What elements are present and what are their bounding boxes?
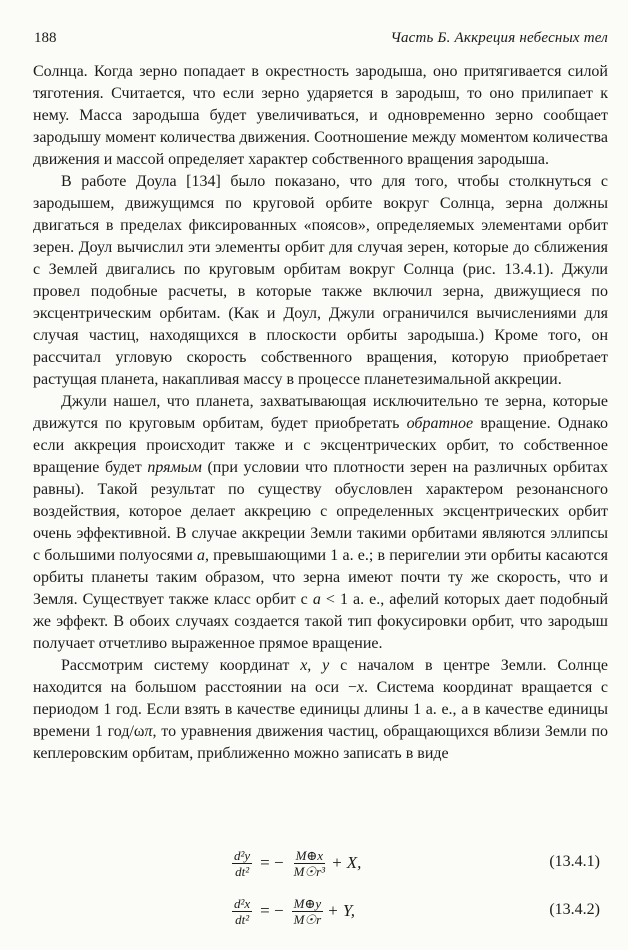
formula <box>228 889 355 933</box>
paragraph-3 <box>33 391 608 655</box>
lhs-fraction <box>232 848 252 879</box>
rhs-fraction <box>292 848 327 879</box>
paragraph-text: , то уравнения движения частиц, обращающихся вблизи Земли по кеплеровским орбитам, приближенно можно записать в виде <box>33 723 609 762</box>
rhs-numerator: M⊕x <box>295 847 324 863</box>
formula <box>228 841 361 885</box>
rhs-denominator: M☉r <box>293 911 322 927</box>
paragraph-text: (при условии что плотности зерен на различных орбитах равны). Такой результат по существу обусловлен характером резонансного воздействия, которое делает аккрецию с определенных эксцентрических орбит очень эффективной. В случае аккреции Земли такими орбитами являются эллипсы с большими полуосями <box>33 459 609 564</box>
paragraph-2 <box>33 171 608 391</box>
equals-sign: = − <box>260 853 284 872</box>
lhs-fraction <box>232 896 252 927</box>
rhs-tail: + X, <box>331 853 362 872</box>
rhs-denominator: M☉r³ <box>293 863 326 879</box>
equation-number: (13.4.2) <box>549 901 600 918</box>
paragraph-4 <box>33 655 608 765</box>
lhs-denominator: dt² <box>235 863 250 879</box>
emphasis-text: прямым <box>147 459 202 476</box>
equation-13-4-1 <box>33 841 608 885</box>
paragraph-text: Рассмотрим систему координат <box>61 657 301 674</box>
emphasis-text: x <box>356 679 364 696</box>
body-text <box>33 61 608 765</box>
emphasis-text: x <box>300 657 308 674</box>
equals-sign: = − <box>260 901 284 920</box>
lhs-denominator: dt² <box>235 911 250 927</box>
emphasis-text: π <box>144 723 153 740</box>
emphasis-text: y <box>322 657 330 674</box>
paragraph-text: вращение. Однако если аккреция происходит также и с эксцентрических орбит, то собственное вращение будет <box>33 415 608 476</box>
lhs-numerator: d²x <box>234 895 251 911</box>
paragraph-text: < 1 а. е., афелий которых дает подобный же эффект. В обоих случаях создается такой тип фокусировки орбит, что зародыш получает отчетливо выраженное прямое вращение. <box>33 591 609 652</box>
rhs-tail: + Y, <box>327 901 356 920</box>
paragraph-text: , <box>307 657 323 674</box>
running-title: Часть Б. Аккреция небесных тел <box>390 30 608 46</box>
rhs-numerator: M⊕y <box>293 895 322 911</box>
equation-13-4-2 <box>33 889 608 933</box>
emphasis-text: обратное <box>406 415 474 432</box>
lhs-numerator: d²y <box>234 847 251 863</box>
emphasis-text: a <box>312 591 321 608</box>
equation-number: (13.4.1) <box>549 853 600 870</box>
emphasis-text: a <box>196 547 205 564</box>
paragraph-text: , превышающими 1 а. е.; в перигелии эти орбиты касаются орбиты планеты таким образом, что зерна имеют почти ту же скорость, что и Земля. Существует также класс орбит с <box>33 547 608 608</box>
paragraph-text: Джули нашел, что планета, захватывающая исключительно те зерна, которые движутся по круговым орбитам, будет приобретать <box>33 393 608 432</box>
rhs-fraction <box>292 896 324 927</box>
paragraph-text: . Система координат вращается с периодом 1 год. Если взять в качестве единицы длины 1 а. е., а в качестве единицы времени 1 год/ω <box>33 679 608 740</box>
paragraph-text: с началом в центре Земли. Солнце находится на большом расстоянии на оси − <box>33 657 609 696</box>
paragraph-text: Солнца. Когда зерно попадает в окрестность зародыша, оно притягивается силой тяготения. Считается, что если зерно ударяется в зародыш, то оно прилипает к нему. Масса зародыша будет увеличиваться, и одновременно зерно сообщает зародышу момент количества движения. Соотношение между моментом количества движения и массой определяет характер собственного вращения зародыша. <box>33 63 608 168</box>
paragraph-text: В работе Доула [134] было показано, что для того, чтобы столкнуться с зародышем, движущимся по круговой орбите вокруг Солнца, зерна должны двигаться в пределах фиксированных «поясов», определяемых элементами орбит зерен. Доул вычислил эти элементы орбит для случая зерен, которые до сближения с Землей двигались по круговым орбитам вокруг Солнца (рис. 13.4.1). Джули провел подобные расчеты, в которые также включил зерна, движущиеся по эксцентрическим орбитам. (Как и Доул, Джули ограничился вычислениями для случая частиц, находящихся в плоскости орбиты зародыша.) Кроме того, он рассчитал угловую скорость собственного вращения, которую приобретает растущая планета, накапливая массу в процессе планетезимальной аккреции. <box>33 173 608 388</box>
paragraph-1 <box>33 61 608 171</box>
page-header <box>34 26 608 50</box>
page-number: 188 <box>34 30 57 46</box>
